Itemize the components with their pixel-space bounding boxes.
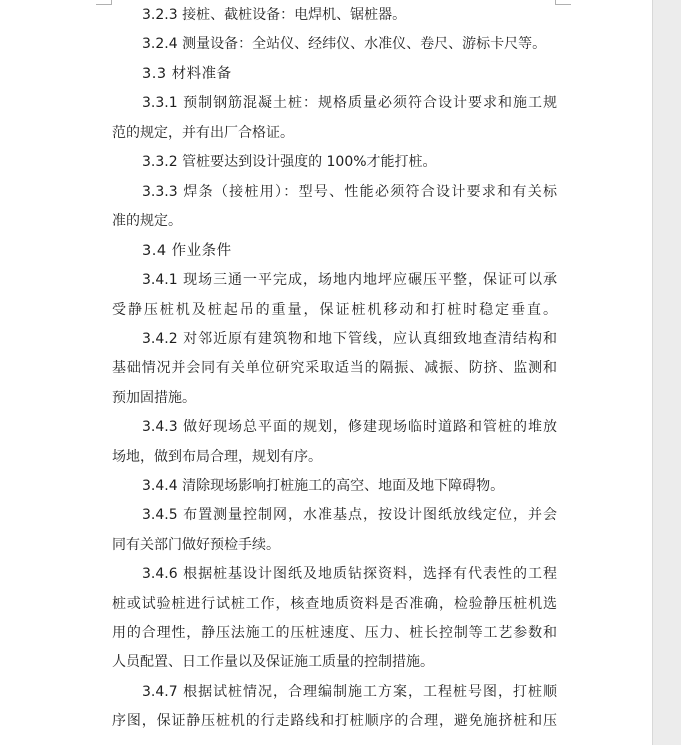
section-3-3-2: 3.3.2 管桩要达到设计强度的 100%才能打桩。 <box>142 154 437 170</box>
section-3-4-5: 3.4.5 布置测量控制网，水准基点，按设计图纸放线定位，并会 <box>142 507 557 523</box>
section-3-4-6-cont-1: 桩或试验桩进行试桩工作，核查地质资料是否准确，检验静压桩机选 <box>112 596 557 612</box>
section-3-4-2-cont: 基础情况并会同有关单位研究采取适当的隔振、减振、防挤、监测和 <box>112 360 557 376</box>
section-3-4-6-end: 人员配置、日工作量以及保证施工质量的控制措施。 <box>112 654 434 670</box>
section-3-4-7: 3.4.7 根据试桩情况，合理编制施工方案，工程桩号图，打桩顺 <box>142 684 557 700</box>
section-3-2-4: 3.2.4 测量设备：全站仪、经纬仪、水准仪、卷尺、游标卡尺等。 <box>142 36 547 52</box>
heading-3-3: 3.3 材料准备 <box>142 66 232 82</box>
section-3-4-4: 3.4.4 清除现场影响打桩施工的高空、地面及地下障碍物。 <box>142 478 505 494</box>
section-3-2-3: 3.2.3 接桩、截桩设备：电焊机、锯桩器。 <box>142 7 407 23</box>
section-3-4-3: 3.4.3 做好现场总平面的规划，修建现场临时道路和管桩的堆放 <box>142 419 557 435</box>
section-3-3-3: 3.3.3 焊条（接桩用）：型号、性能必须符合设计要求和有关标 <box>142 184 557 200</box>
window-side-panel <box>652 0 681 745</box>
section-3-4-7-cont: 序图，保证静压桩机的行走路线和打桩顺序的合理，避免施挤桩和压 <box>112 713 557 729</box>
section-3-4-1: 3.4.1 现场三通一平完成，场地内地坪应碾压平整，保证可以承 <box>142 272 557 288</box>
section-3-4-2: 3.4.2 对邻近原有建筑物和地下管线，应认真细致地查清结构和 <box>142 331 557 347</box>
section-3-4-2-end: 预加固措施。 <box>112 390 196 406</box>
section-3-3-3-cont: 准的规定。 <box>112 213 182 229</box>
section-3-4-3-cont: 场地，做到布局合理，规划有序。 <box>112 449 322 465</box>
section-3-4-6-cont-2: 用的合理性，静压法施工的压桩速度、压力、桩长控制等工艺参数和 <box>112 625 557 641</box>
section-3-3-1: 3.3.1 预制钢筋混凝土桩：规格质量必须符合设计要求和施工规 <box>142 95 557 111</box>
section-3-4-1-cont: 受静压桩机及桩起吊的重量，保证桩机移动和打桩时稳定垂直。 <box>112 302 557 318</box>
section-3-3-1-cont: 范的规定，并有出厂合格证。 <box>112 125 294 141</box>
heading-3-4: 3.4 作业条件 <box>142 243 232 259</box>
section-3-4-5-cont: 同有关部门做好预检手续。 <box>112 537 280 553</box>
section-3-4-6: 3.4.6 根据桩基设计图纸及地质钻探资料，选择有代表性的工程 <box>142 566 557 582</box>
